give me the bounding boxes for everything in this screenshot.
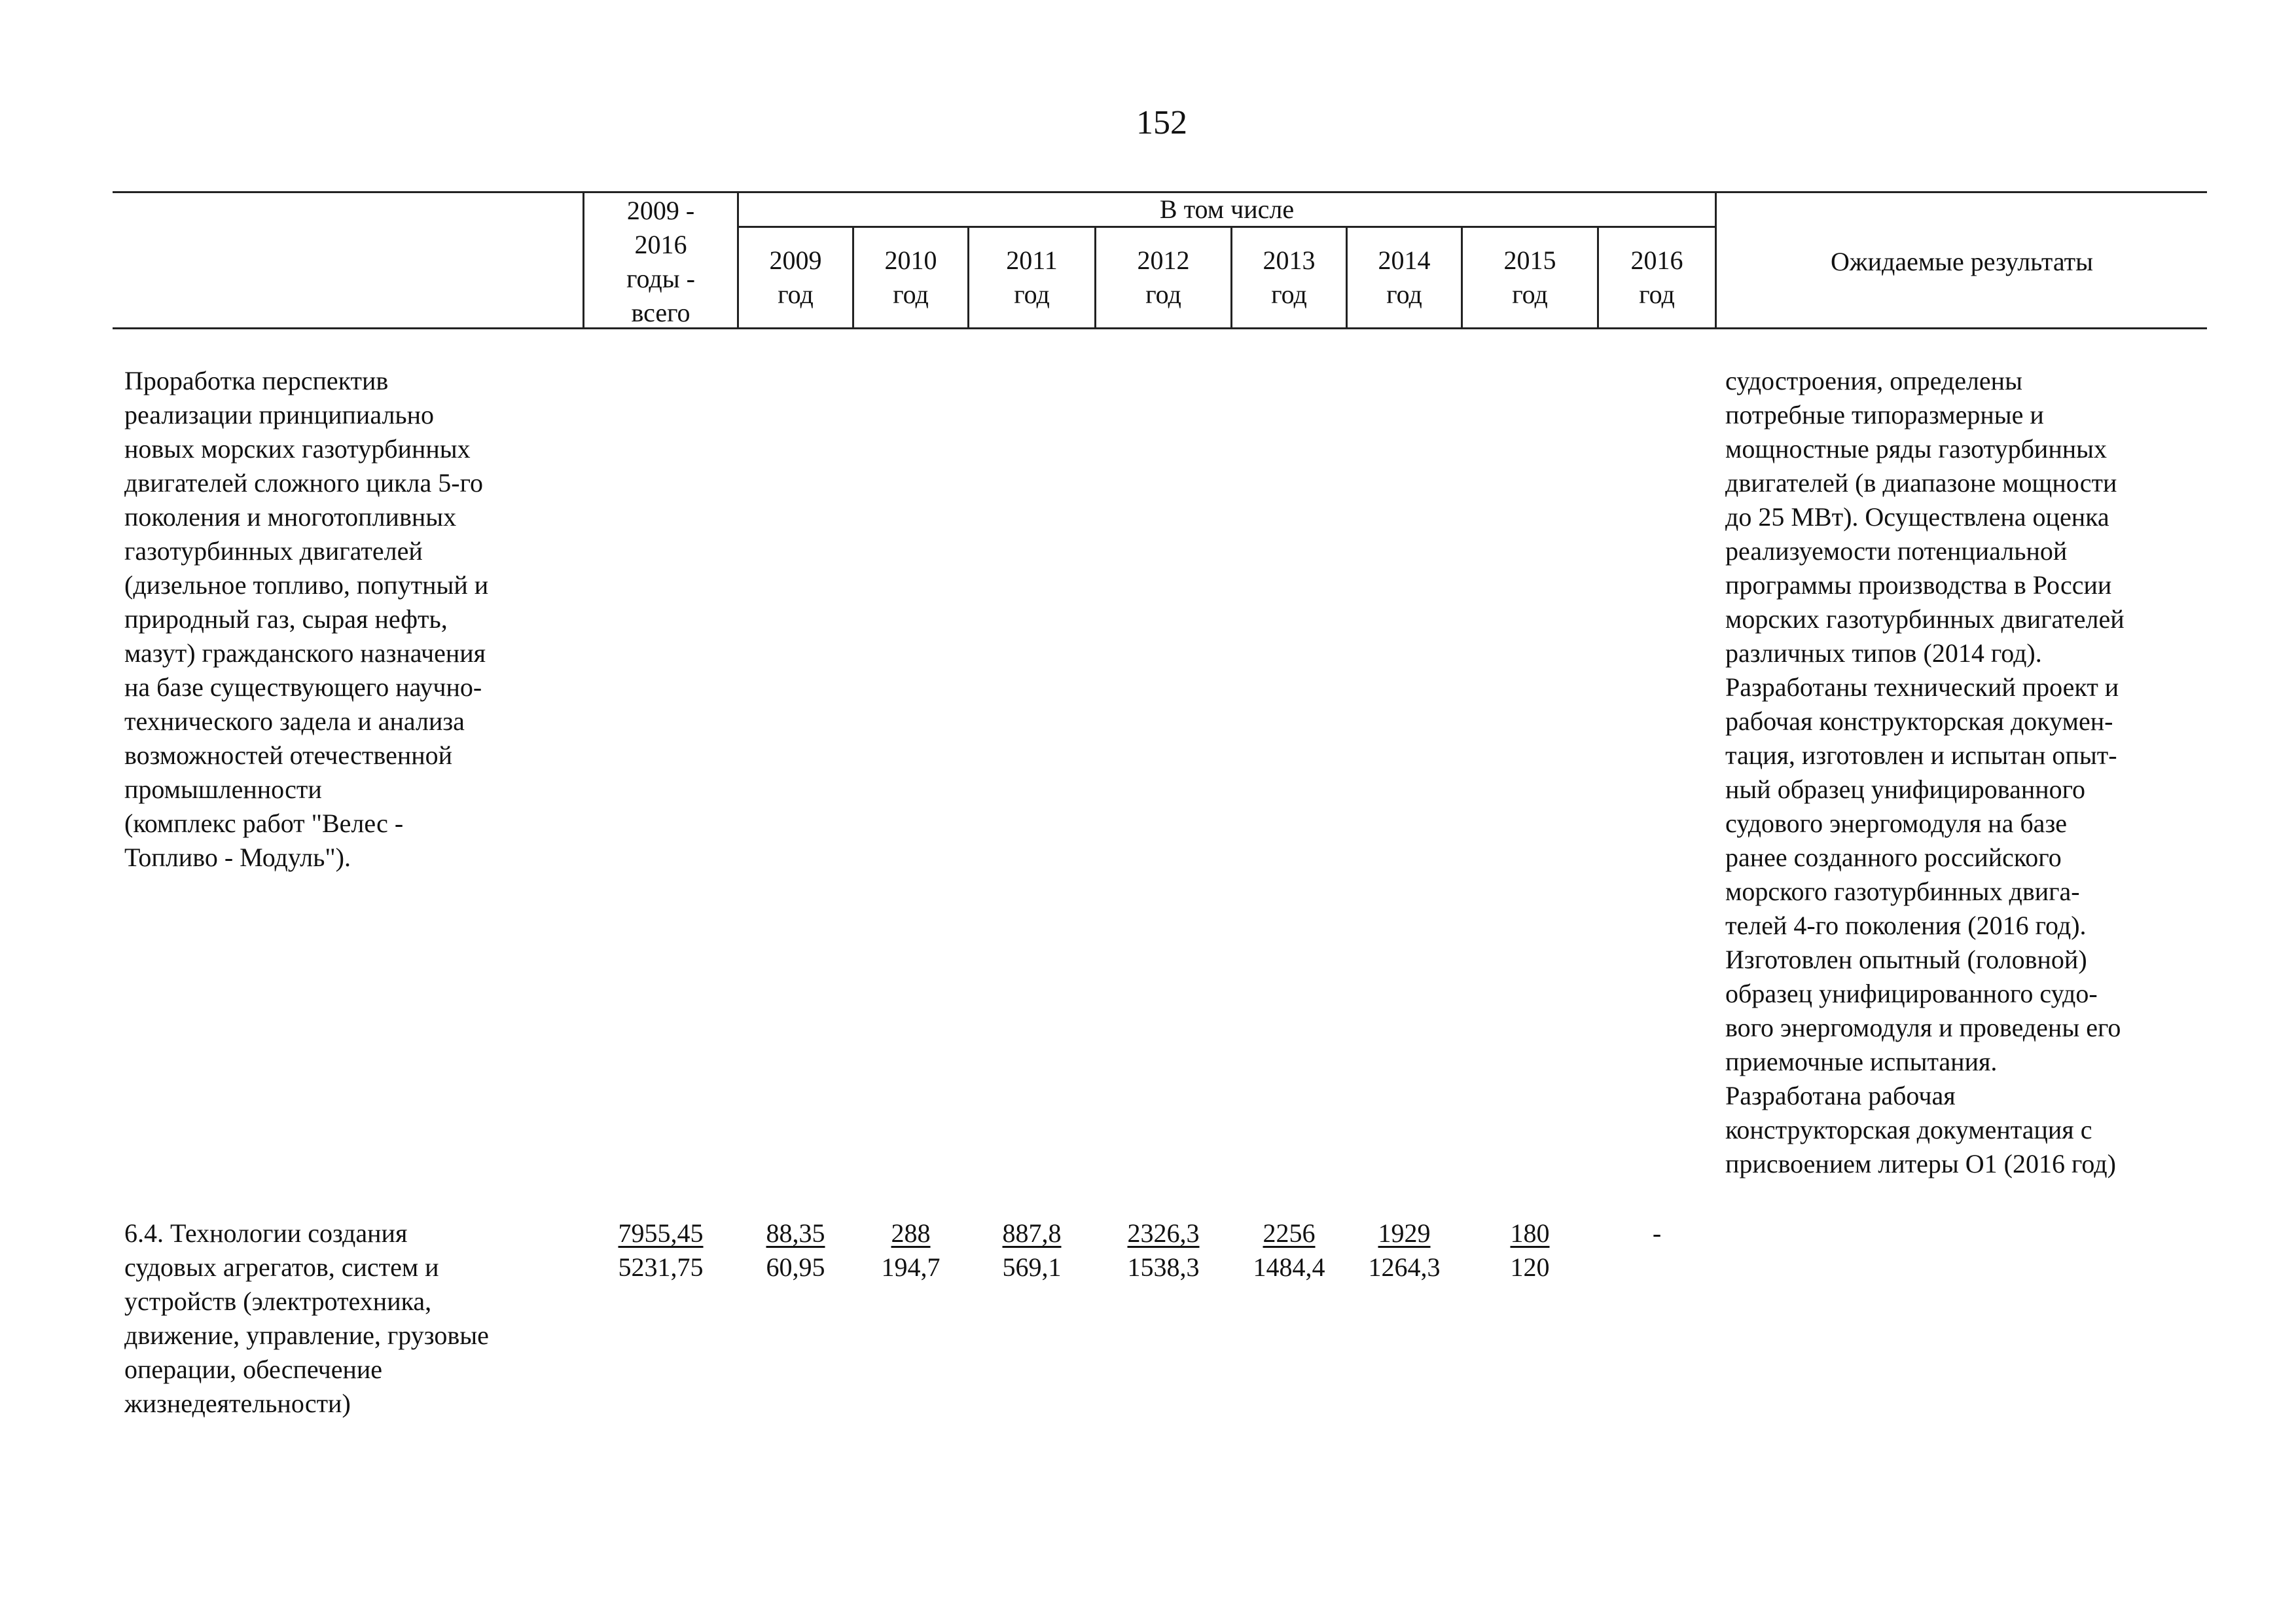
header-expected-results: Ожидаемые результаты <box>1831 247 2093 276</box>
block2-year-2014 <box>1348 1216 1461 1285</box>
value-top: 88,35 <box>766 1218 825 1248</box>
header-year-2011 <box>969 244 1094 312</box>
year-unit: год <box>778 280 814 309</box>
value-bottom: 60,95 <box>766 1252 825 1282</box>
header-year-2014 <box>1348 244 1461 312</box>
value-bottom: 5231,75 <box>618 1252 704 1282</box>
value-bottom: 120 <box>1510 1252 1550 1282</box>
year-label: 2014 <box>1378 246 1431 275</box>
year-label: 2015 <box>1503 246 1556 275</box>
year-unit: год <box>1386 280 1422 309</box>
year-unit: год <box>1145 280 1181 309</box>
value-top: 887,8 <box>1002 1218 1062 1248</box>
value-top: 2326,3 <box>1127 1218 1200 1248</box>
header-year-2015 <box>1463 244 1597 312</box>
header-subheader: В том числе <box>1159 194 1295 224</box>
year-label: 2009 <box>769 246 822 275</box>
value-top: 288 <box>891 1218 931 1248</box>
block2-year-2012 <box>1096 1216 1230 1285</box>
block2-year-2009 <box>739 1216 852 1285</box>
header-year-2012 <box>1096 244 1230 312</box>
year-label: 2012 <box>1137 246 1190 275</box>
block2-year-2015 <box>1463 1216 1597 1285</box>
block1-expected-results: судостроения, определены потребные типоразмерные и мощностные ряды газотурбинных двигателей (в диапазоне мощности до 25 МВт). Осуществлена оценка реализуемости потенциальной программы производства в России морских газотурбинных двигателей различных типов (2014 год). Разработаны технический проект и рабочая конструкторская докумен- тация, изготовлен и испытан опыт- ный образец унифицированного судового энергомодуля на базе ранее созданного российского морского газотурбинных двига- телей 4-го поколения (2016 год). Изготовлен опытный (головной) образец унифицированного судо- вого энергомодуля и проведены его приемочные испытания. Разработана рабочая конструкторская документация с присвоением литеры О1 (2016 год) <box>1725 366 2125 1178</box>
value-bottom: 1538,3 <box>1127 1252 1200 1282</box>
block1-description: Проработка перспектив реализации принципиально новых морских газотурбинных двигателей сложного цикла 5-го поколения и многотопливных газотурбинных двигателей (дизельное топливо, попутный и природный газ, сырая нефть, мазут) гражданского назначения на базе существующего научно- технического задела и анализа возможностей отечественной промышленности (комплекс работ "Велес - Топливо - Модуль"). <box>124 366 489 872</box>
value-top: 1929 <box>1378 1218 1431 1248</box>
year-unit: год <box>1271 280 1307 309</box>
value-top: 2256 <box>1263 1218 1316 1248</box>
value-top: 7955,45 <box>618 1218 704 1248</box>
block2-year-2010 <box>854 1216 967 1285</box>
header-year-2016 <box>1599 244 1715 312</box>
year-unit: год <box>1512 280 1548 309</box>
value-top: 180 <box>1510 1218 1550 1248</box>
page-number: 152 <box>1136 104 1187 141</box>
value-bottom: 1264,3 <box>1368 1252 1441 1282</box>
year-label: 2010 <box>884 246 937 275</box>
year-unit: год <box>893 280 929 309</box>
block2-year-2011 <box>969 1216 1094 1285</box>
year-label: 2016 <box>1630 246 1683 275</box>
year-label: 2011 <box>1006 246 1058 275</box>
year-label: 2013 <box>1263 246 1316 275</box>
block2-year-2013 <box>1232 1216 1346 1285</box>
header-year-2013 <box>1232 244 1346 312</box>
table-header-bottom-rule <box>113 327 2207 329</box>
value-bottom: 194,7 <box>881 1252 941 1282</box>
value-bottom: 1484,4 <box>1253 1252 1325 1282</box>
year-unit: год <box>1639 280 1675 309</box>
block2-description: 6.4. Технологии создания судовых агрегатов, систем и устройств (электротехника, движение, управление, грузовые операции, обеспечение жизнедеятельности) <box>124 1218 489 1418</box>
block2-total <box>584 1216 737 1285</box>
value-top: - <box>1652 1218 1662 1248</box>
header-year-2010 <box>854 244 967 312</box>
year-unit: год <box>1014 280 1050 309</box>
header-year-2009 <box>739 244 852 312</box>
value-bottom: 569,1 <box>1002 1252 1062 1282</box>
header-total-years: 2009 - 2016 годы - всего <box>626 196 695 327</box>
block2-year-2016 <box>1599 1216 1715 1250</box>
